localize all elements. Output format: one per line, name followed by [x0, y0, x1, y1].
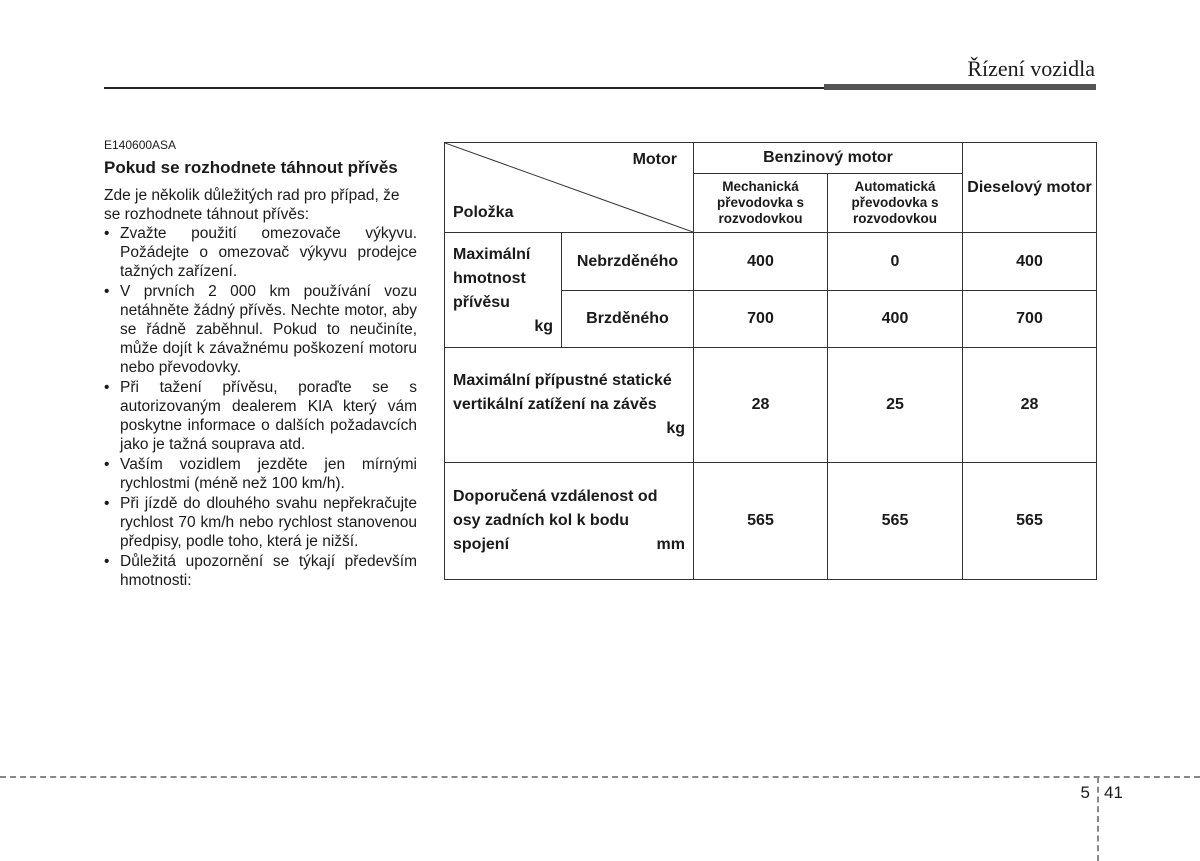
bullet-symbol: • [104, 379, 110, 396]
bullet-symbol: • [104, 283, 110, 300]
distance-label-cell [445, 463, 694, 580]
trailer-weight-unit: kg [534, 318, 553, 335]
trailer-weight-label: Maximální hmotnost přívěsu [453, 246, 531, 311]
distance-unit: mm [656, 536, 685, 553]
chapter-number: 5 [1080, 783, 1090, 802]
trailer-spec-table [444, 142, 1097, 580]
corner-motor-label: Motor [632, 151, 677, 168]
list-item [104, 282, 417, 377]
table-cell: 25 [828, 348, 963, 463]
list-item-text: Důležitá upozornění se týkají především hmotnosti: [120, 553, 417, 589]
diesel-engine-header: Dieselový motor [963, 143, 1097, 233]
table-cell: 565 [828, 463, 963, 580]
table-corner-cell [445, 143, 694, 233]
corner-item-label: Položka [453, 204, 514, 221]
automatic-gearbox-header: Automatická převodovka s rozvodovkou [828, 174, 963, 233]
manual-gearbox-header: Mechanická převodovka s rozvodovkou [694, 174, 828, 233]
bullet-symbol: • [104, 553, 110, 570]
table-cell: 28 [963, 348, 1097, 463]
table-cell: 565 [963, 463, 1097, 580]
braked-label: Brzděného [562, 291, 694, 348]
table-cell: 400 [963, 233, 1097, 291]
list-item [104, 552, 417, 590]
list-item-text: Při jízdě do dlouhého svahu nepřekračujte rychlost 70 km/h nebo rychlost stanovenou předpisy, podle toho, která je nižší. [120, 495, 417, 550]
advice-list [104, 224, 417, 590]
section-code: E140600ASA [104, 138, 177, 152]
list-item-text: Zvažte použití omezovače výkyvu. Požádejte o omezovač výkyvu prodejce tažných zařízení. [120, 225, 417, 280]
table-cell: 400 [828, 291, 963, 348]
table-cell: 400 [694, 233, 828, 291]
page-number: 41 [1104, 783, 1123, 802]
static-load-label-cell [445, 348, 694, 463]
table-cell: 0 [828, 233, 963, 291]
list-item-text: Vaším vozidlem jezděte jen mírnými rychlostmi (méně než 100 km/h). [120, 456, 417, 492]
table-cell: 700 [694, 291, 828, 348]
footer-rule [0, 776, 1200, 778]
petrol-engine-header: Benzinový motor [694, 143, 963, 174]
table-cell: 28 [694, 348, 828, 463]
static-load-label: Maximální přípustné statické vertikální zatížení na závěs [453, 372, 672, 413]
section-title: Pokud se rozhodnete táhnout přívěs [104, 158, 398, 177]
list-item [104, 224, 417, 281]
page-header-title: Řízení vozidla [967, 56, 1095, 81]
section-intro: Zde je několik důležitých rad pro případ, že se rozhodnete táhnout přívěs: [104, 187, 400, 223]
page-number-divider [1097, 777, 1099, 861]
list-item-text: Při tažení přívěsu, poraďte se s autorizovaným dealerem KIA který vám poskytne informace o dalších požadavcích jako je tažná souprava atd. [120, 379, 417, 453]
table-cell: 700 [963, 291, 1097, 348]
unbraked-label: Nebrzděného [562, 233, 694, 291]
header-rule-accent [824, 84, 1096, 90]
list-item [104, 455, 417, 493]
trailer-weight-label-cell [445, 233, 562, 348]
list-item [104, 378, 417, 454]
static-load-unit: kg [666, 420, 685, 437]
bullet-symbol: • [104, 495, 110, 512]
text-column [104, 138, 417, 591]
list-item-text: V prvních 2 000 km používání vozu netáhněte žádný přívěs. Nechte motor, aby se řádně zaběhnul. Pokud to neučiníte, může dojít k závažnému poškození motoru nebo převodovky. [120, 283, 417, 376]
distance-label: Doporučená vzdálenost od osy zadních kol k bodu spojení [453, 488, 658, 553]
table-cell: 565 [694, 463, 828, 580]
bullet-symbol: • [104, 225, 110, 242]
list-item [104, 494, 417, 551]
bullet-symbol: • [104, 456, 110, 473]
